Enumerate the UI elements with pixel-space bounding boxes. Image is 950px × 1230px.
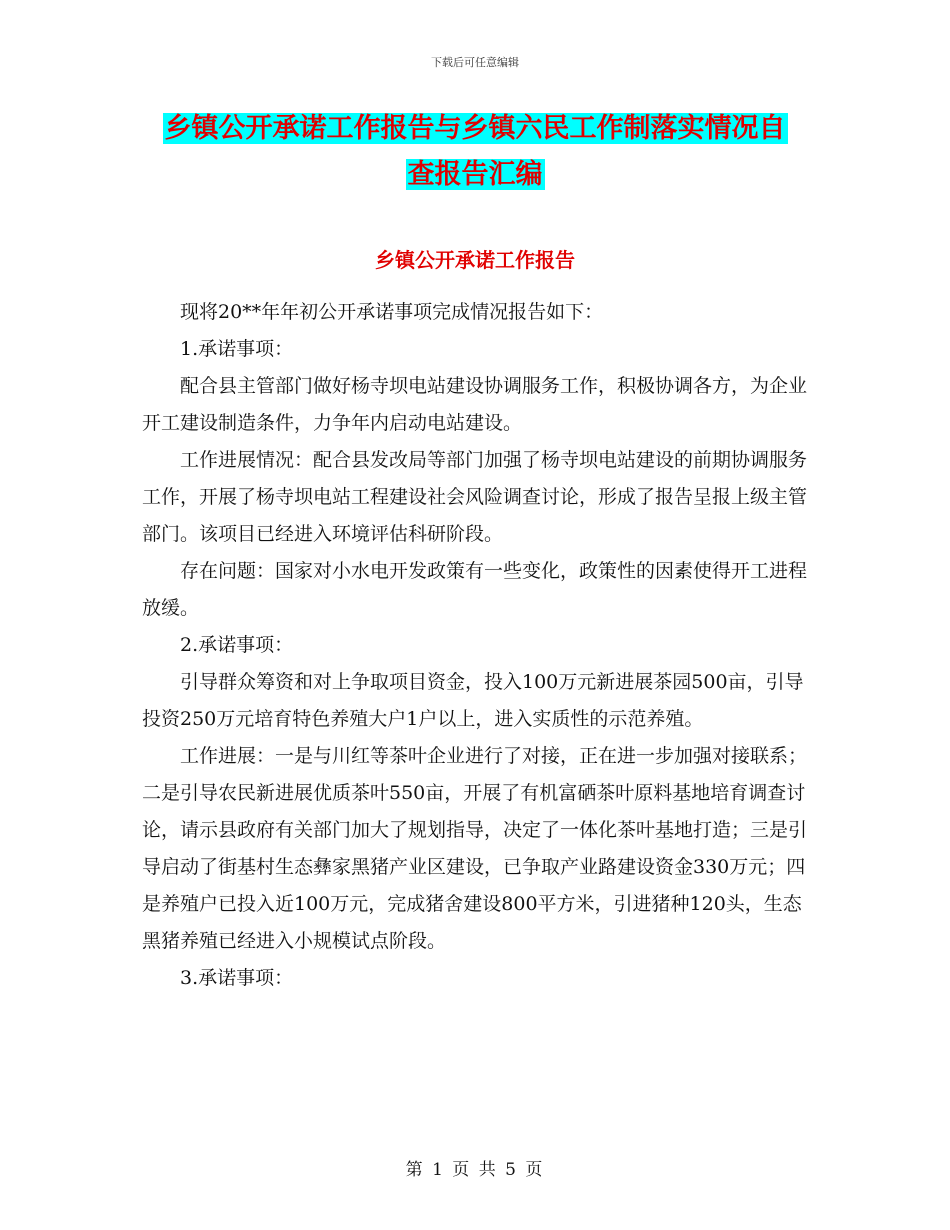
paragraph: 3.承诺事项：	[180, 967, 294, 989]
paragraph: 2.承诺事项：	[180, 634, 294, 656]
main-title-line-2: 查报告汇编	[407, 159, 543, 190]
section-title: 乡镇公开承诺工作报告	[375, 248, 575, 272]
paragraph: 现将20**年年初公开承诺事项完成情况报告如下：	[180, 301, 604, 323]
paragraph: 工作进展：一是与川红等茶叶企业进行了对接，正在进一步加强对接联系；二是引导农民新进展优质茶叶550亩，开展了有机富硒茶叶原料基地培育调查讨论，请示县政府有关部门加大了规划指导，决定了一体化茶叶基地打造；三是引导启动了街基村生态彝家黑猪产业区建设，已争取产业路建设资金330万元；四是养殖户已投入近100万元，完成猪舍建设800平方米，引进猪种120头，生态黑猪养殖已经进入小规模试点阶段。	[142, 745, 808, 952]
paragraph: 存在问题：国家对小水电开发政策有一些变化，政策性的因素使得开工进程放缓。	[142, 560, 808, 619]
paragraph: 引导群众筹资和对上争取项目资金，投入100万元新进展茶园500亩，引导投资250万元培育特色养殖大户1户以上，进入实质性的示范养殖。	[142, 671, 804, 730]
paragraph: 1.承诺事项：	[180, 338, 294, 360]
paragraph: 工作进展情况：配合县发改局等部门加强了杨寺坝电站建设的前期协调服务工作，开展了杨寺坝电站工程建设社会风险调查讨论，形成了报告呈报上级主管部门。该项目已经进入环境评估科研阶段。	[142, 449, 808, 545]
main-title-line-1: 乡镇公开承诺工作报告与乡镇六民工作制落实情况自	[164, 113, 786, 144]
paragraph: 配合县主管部门做好杨寺坝电站建设协调服务工作，积极协调各方，为企业开工建设制造条件，力争年内启动电站建设。	[142, 375, 808, 434]
header-note: 下载后可任意编辑	[431, 56, 519, 69]
page-footer: 第 1 页 共 5 页	[405, 1160, 545, 1180]
body-text	[142, 294, 812, 997]
